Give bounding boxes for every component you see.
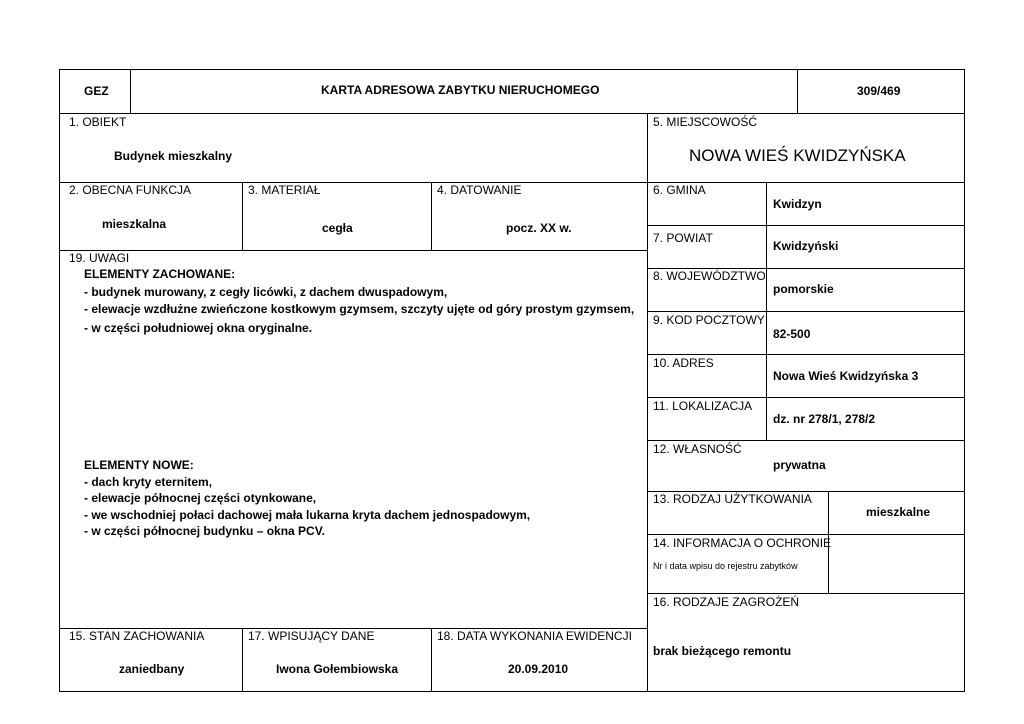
material-label: 3. MATERIAŁ: [248, 183, 321, 197]
miejscowosc-label: 5. MIEJSCOWOŚĆ: [653, 115, 758, 129]
list-item: - elewacje wzdłużne zwieńczone kostkowym gzymsem, szczyty ujęte od góry prostym gzymsem,: [84, 302, 635, 316]
wlasnosc-value: prywatna: [773, 458, 826, 472]
divider: [647, 113, 648, 691]
wpisujacy-label: 17. WPISUJĄCY DANE: [248, 629, 375, 643]
list-item: - w części południowej okna oryginalne.: [84, 321, 313, 335]
adres-label: 10. ADRES: [653, 356, 714, 370]
zagrozenia-value: brak bieżącego remontu: [653, 644, 792, 658]
list-item: - dach kryty eternitem,: [84, 475, 213, 489]
kod-label: 9. KOD POCZTOWY: [653, 313, 765, 327]
wojewodztwo-value: pomorskie: [773, 282, 834, 296]
funkcja-label: 2. OBECNA FUNKCJA: [69, 183, 192, 197]
wlasnosc-label: 12. WŁASNOŚĆ: [653, 442, 742, 456]
datowanie-label: 4. DATOWANIE: [437, 183, 522, 197]
zagrozenia-label: 16. RODZAJE ZAGROŻEŃ: [653, 595, 800, 609]
divider: [647, 397, 964, 398]
divider: [60, 250, 647, 251]
uzytkowanie-label: 13. RODZAJ UŻYTKOWANIA: [653, 492, 812, 506]
divider: [647, 534, 964, 535]
lokalizacja-value: dz. nr 278/1, 278/2: [773, 412, 876, 426]
wpisujacy-value: Iwona Gołembiowska: [276, 662, 399, 676]
wojewodztwo-label: 8. WOJEWÓDZTWO: [653, 269, 766, 283]
nowe-heading: ELEMENTY NOWE:: [84, 458, 194, 472]
datowanie-value: pocz. XX w.: [506, 221, 572, 235]
list-item: - budynek murowany, z cegły licówki, z dachem dwuspadowym,: [84, 285, 448, 299]
divider: [647, 440, 964, 441]
card-title: KARTA ADRESOWA ZABYTKU NIERUCHOMEGO: [321, 83, 600, 97]
header-code: GEZ: [84, 84, 109, 98]
adres-value: Nowa Wieś Kwidzyńska 3: [773, 369, 919, 383]
lokalizacja-label: 11. LOKALIZACJA: [653, 399, 753, 413]
uwagi-label: 19. UWAGI: [69, 251, 130, 265]
divider: [242, 628, 243, 691]
miejscowosc-value: NOWA WIEŚ KWIDZYŃSKA: [689, 146, 906, 165]
funkcja-value: mieszkalna: [102, 217, 167, 231]
list-item: - w części północnej budynku – okna PCV.: [84, 524, 325, 538]
gmina-value: Kwidzyn: [773, 197, 822, 211]
divider: [130, 70, 131, 113]
data-wykonania-label: 18. DATA WYKONANIA EWIDENCJI: [437, 629, 632, 643]
gmina-label: 6. GMINA: [653, 183, 706, 197]
obiekt-value: Budynek mieszkalny: [114, 149, 233, 163]
stan-label: 15. STAN ZACHOWANIA: [69, 629, 205, 643]
list-item: - we wschodniej połaci dachowej mała lukarna kryta dachem jednospadowym,: [84, 508, 531, 522]
ochrona-sublabel: Nr i data wpisu do rejestru zabytków: [653, 561, 798, 571]
card-number: 309/469: [857, 84, 901, 98]
data-wykonania-value: 20.09.2010: [508, 662, 569, 676]
powiat-label: 7. POWIAT: [653, 231, 713, 245]
divider: [766, 182, 767, 440]
divider: [60, 113, 964, 114]
address-card: [59, 69, 965, 692]
material-value: cegła: [322, 221, 353, 235]
obiekt-label: 1. OBIEKT: [69, 115, 127, 129]
ochrona-label: 14. INFORMACJA O OCHRONIE: [653, 536, 832, 550]
kod-value: 82-500: [773, 327, 811, 341]
divider: [797, 70, 798, 113]
divider: [647, 593, 964, 594]
stan-value: zaniedbany: [119, 662, 185, 676]
list-item: - elewacje północnej części otynkowane,: [84, 491, 317, 505]
divider: [647, 311, 964, 312]
divider: [647, 225, 964, 226]
divider: [647, 354, 964, 355]
uzytkowanie-value: mieszkalne: [866, 505, 931, 519]
divider: [242, 182, 243, 250]
zachowane-heading: ELEMENTY ZACHOWANE:: [84, 267, 236, 281]
divider: [431, 182, 432, 250]
powiat-value: Kwidzyński: [773, 239, 839, 253]
divider: [431, 628, 432, 691]
